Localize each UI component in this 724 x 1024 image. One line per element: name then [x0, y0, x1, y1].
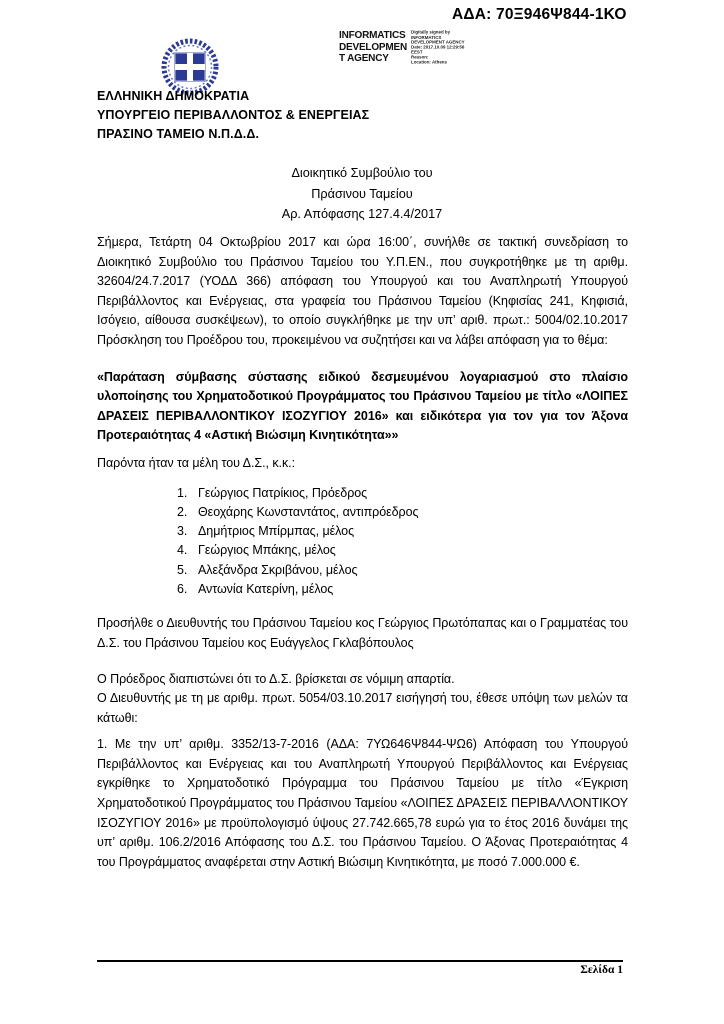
title-board: Διοικητικό Συμβούλιο του [291, 166, 433, 180]
paragraph-item-1: 1. Με την υπ’ αριθμ. 3352/13-7-2016 (ΑΔΑ: 7ΥΩ646Ψ844-ΨΩ6) Απόφαση του Υπουργού Περιβάλλοντος και Ενέργειας και του Αναπληρωτή Υπουργού Περιβάλλοντος και Ενέργειας εγκρίθηκε το Χρηματοδοτικό Πρόγραμμα του Πράσινου Ταμείου με τίτλο «Έγκριση Χρηματοδοτικού Προγράμματος του Πράσινου Ταμείου «ΛΟΙΠΕΣ ΔΡΑΣΕΙΣ ΠΕΡΙΒΑΛΛΟΝΤΙΚΟΥ ΙΣΟΖΥΓΙΟΥ 2016» με προϋπολογισμό ύψους 27.742.665,78 ευρώ για το έτος 2016 δυνάμει της υπ’ αριθμ. 106.2/2016 Απόφασης του Δ.Σ. του Πράσινου Ταμείου. Ο Άξονας Προτεραιότητας 4 του Προγράμματος αναφέρεται στην Αστική Βιώσιμη Κινητικότητα, με ποσό 7.000.000 €. [97, 737, 628, 869]
paragraph-director-attended: Προσήλθε ο Διευθυντής του Πράσινου Ταμείου κος Γεώργιος Πρωτόπαπας και ο Γραμματέας του Δ.Σ. του Πράσινου Ταμείου κος Ευάγγελος Γκλαβόπουλος [97, 616, 628, 650]
title-fund: Πράσινου Ταμείου [311, 186, 413, 201]
member-number: 3. [177, 524, 188, 539]
member-name: Δημήτριος Μπίρμπας, μέλος [198, 524, 355, 539]
member-list-item [177, 541, 628, 560]
letterhead-green-fund: ΠΡΑΣΙΝΟ ΤΑΜΕΙΟ Ν.Π.Δ.Δ. [97, 127, 260, 141]
signature-agency-line: INFORMATICS [339, 30, 406, 41]
signature-agency-line: DEVELOPMEN [339, 41, 408, 53]
member-list-item [177, 484, 628, 503]
footer-page-number: Σελίδα 1 [580, 964, 623, 976]
signature-details [411, 30, 465, 65]
member-list-item [177, 522, 628, 541]
document-body [97, 233, 628, 872]
letterhead-ministry: ΥΠΟΥΡΓΕΙΟ ΠΕΡΙΒΑΛΛΟΝΤΟΣ & ΕΝΕΡΓΕΙΑΣ [97, 108, 370, 122]
signature-agency-line: T AGENCY [339, 53, 389, 64]
member-number: 2. [177, 504, 188, 519]
footer-rule [97, 960, 623, 962]
paragraph-director-report: Ο Διευθυντής με τη με αριθμ. πρωτ. 5054/03.10.2017 εισήγησή του, έθεσε υπόψη των μελών τα κάτωθι: [97, 691, 628, 725]
signature-detail-line: Digitally signed by [411, 29, 451, 35]
member-list-item [177, 503, 628, 522]
member-name: Γεώργιος Πατρίκιος, Πρόεδρος [198, 485, 368, 500]
paragraph-session-intro: Σήμερα, Τετάρτη 04 Οκτωβρίου 2017 και ώρα 16:00΄, συνήλθε σε τακτική συνεδρίαση το Διοικητικό Συμβούλιο του Πράσινου Ταμείου του Υ.Π.ΕΝ., που συγκροτήθηκε με τη αριθμ. 32604/24.7.2017 (ΥΟΔΔ 366) απόφαση του Υπουργού και του Αναπληρωτή Υπουργού Περιβάλλοντος και Ενέργειας, στα γραφεία του Πράσινου Ταμείου (Κηφισίας 241, Κηφισιά, Ισόγειο, αίθουσα συσκέψεων), το οποίο συγκλήθηκε με την υπ’ αριθ. πρωτ.: 5004/02.10.2017 Πρόσκληση του Προέδρου του, προκειμένου να συζητήσει και να λάβει απόφαση για το θέμα: [97, 235, 628, 347]
title-decision-number: Αρ. Απόφασης 127.4.4/2017 [281, 207, 443, 221]
signature-detail-line: DEVELOPMENT AGENCY [411, 39, 465, 45]
signature-detail-line: INFORMATICS [411, 34, 442, 40]
member-list-item [177, 580, 628, 599]
signature-detail-line: Date: 2017.10.09 12:29:56 [411, 44, 465, 50]
letterhead-republic: ΕΛΛΗΝΙΚΗ ΔΗΜΟΚΡΑΤΙΑ [97, 89, 250, 103]
signature-detail-line: EEST [411, 49, 423, 55]
members-list [97, 484, 628, 600]
signature-detail-line: Reason: [411, 54, 429, 60]
member-number: 1. [177, 485, 188, 500]
ada-number: ΑΔΑ: 70Ξ946Ψ844-1ΚΟ [452, 6, 627, 23]
member-name: Αντωνία Κατερίνη, μέλος [198, 582, 334, 597]
paragraph-subject: «Παράταση σύμβασης σύστασης ειδικού δεσμευμένου λογαριασμού στο πλαίσιο υλοποίησης του Χρηματοδοτικού Προγράμματος του Πράσινου Ταμείου με τίτλο «ΛΟΙΠΕΣ ΔΡΑΣΕΙΣ ΠΕΡΙΒΑΛΛΟΝΤΙΚΟΥ ΙΣΟΖΥΓΙΟΥ 2016» και ειδικότερα για τον για τον Άξονα Προτεραιότητας 4 «Αστική Βιώσιμη Κινητικότητα»» [97, 369, 628, 443]
member-number: 5. [177, 562, 188, 577]
member-number: 6. [177, 582, 188, 597]
paragraph-quorum: Ο Πρόεδρος διαπιστώνει ότι το Δ.Σ. βρίσκεται σε νόμιμη απαρτία. [97, 671, 455, 686]
member-list-item [177, 561, 628, 580]
signature-detail-line: Location: Athens [411, 59, 447, 65]
member-number: 4. [177, 543, 188, 558]
title-block [0, 163, 724, 225]
member-name: Θεοχάρης Κωνσταντάτος, αντιπρόεδρος [198, 504, 419, 519]
paragraph-members-present: Παρόντα ήταν τα μέλη του Δ.Σ., κ.κ.: [97, 455, 296, 470]
member-name: Γεώργιος Μπάκης, μέλος [198, 543, 336, 558]
letterhead [97, 87, 369, 144]
member-name: Αλεξάνδρα Σκριβάνου, μέλος [198, 562, 358, 577]
